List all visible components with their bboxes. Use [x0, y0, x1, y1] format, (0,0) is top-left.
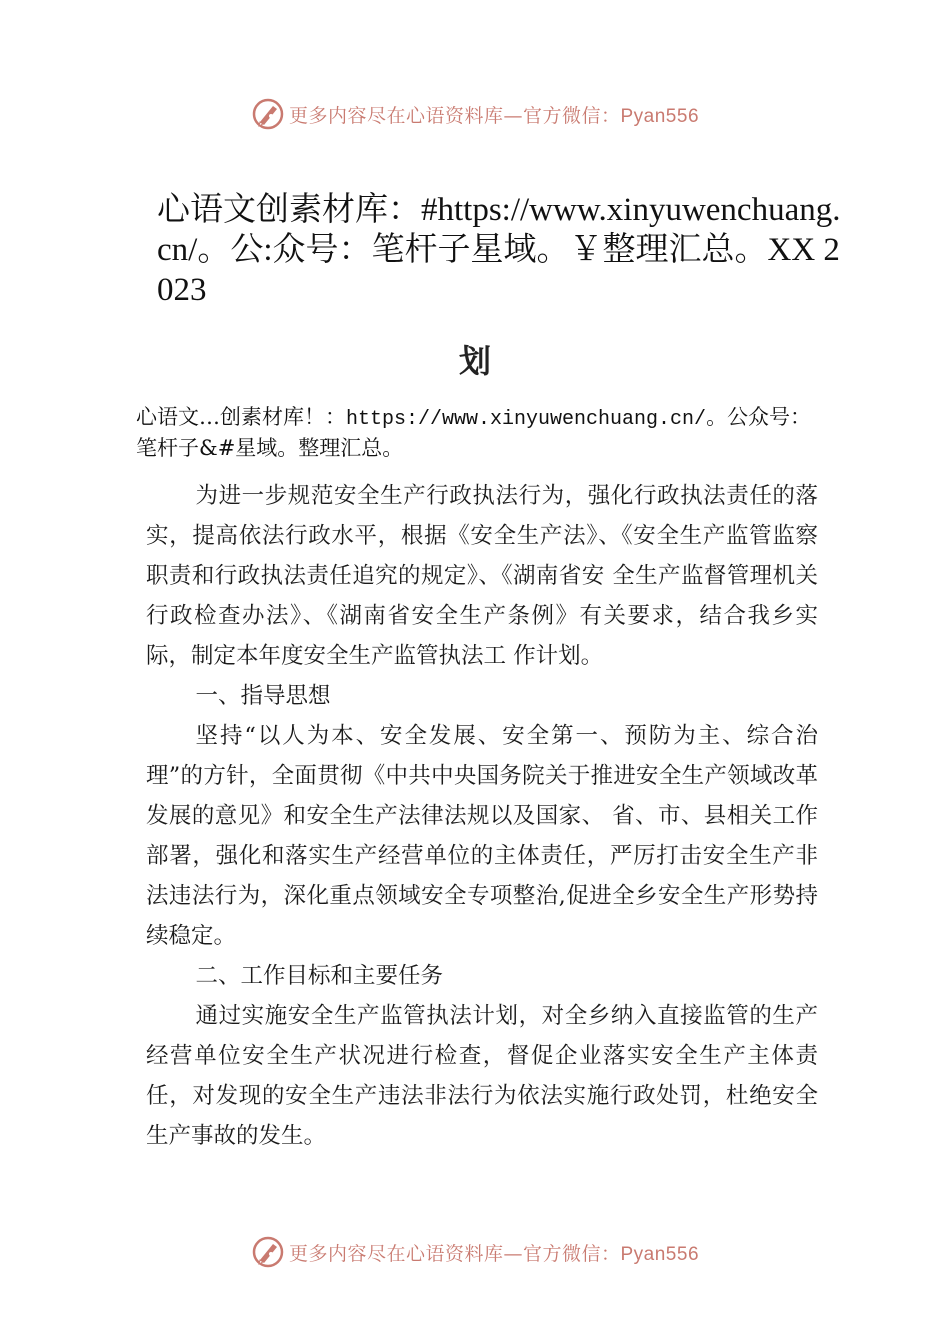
section-heading-1: 一、指导思想: [195, 683, 331, 709]
header-banner: [0, 94, 950, 134]
banner-text: 更多内容尽在心语资料库—官方微信：Pyan556: [288, 104, 700, 127]
banner-text: 更多内容尽在心语资料库—官方微信：Pyan556: [288, 1242, 700, 1265]
paragraph-intro: 为进一步规范安全生产行政执法行为，强化行政执法责任的落实，提高依法行政水平，根据《安全生产法》、《安全生产监管监察职责和行政执法责任追究的规定》、《湖南省安 全生产监督管理机关行政检查办法》、《湖南省安全生产条例》有关要求，结合我乡实际，制定本年度安全生产监管执法工 作计划。: [146, 483, 818, 669]
document-body: [146, 476, 818, 1156]
wechat-account: Pyan556: [620, 105, 700, 127]
pen-logo-icon: [251, 97, 285, 131]
section-heading-2: 二、工作目标和主要任务: [195, 963, 444, 989]
footer-banner: [0, 1232, 950, 1272]
paragraph-guiding-thought: 坚持“以人为本、安全发展、安全第一、预防为主、综合治理”的方针，全面贯彻《中共中央国务院关于推进安全生产领域改革发展的意见》和安全生产法律法规以及国家、 省、市、县相关工作部署，强化和落实生产经营单位的主体责任，严厉打击安全生产非法违法行为，深化重点领域安全专项整治,促进全乡安全生产形势持续稳定。: [146, 723, 818, 949]
wechat-account: Pyan556: [620, 1243, 700, 1265]
document-title: 心语文创素材库：#https://www.xinyuwenchuang.cn/。公:众号：笔杆子星域。￥整理汇总。XX 2023: [157, 192, 841, 308]
source-url[interactable]: https://www.xinyuwenchuang.cn/: [346, 408, 707, 431]
paragraph-goals: 通过实施安全生产监管执法计划，对全乡纳入直接监管的生产经营单位安全生产状况进行检查，督促企业落实安全生产主体责任，对发现的安全生产违法非法行为依法实施行政处罚，杜绝安全生产事故的发生。: [146, 1003, 818, 1149]
source-note: 心语文…创素材库！：https://www.xinyuwenchuang.cn/。公众号：笔杆子&#星域。整理汇总。: [136, 405, 812, 460]
document-title-tail: 划: [458, 342, 491, 380]
pen-logo-icon: [251, 1235, 285, 1269]
